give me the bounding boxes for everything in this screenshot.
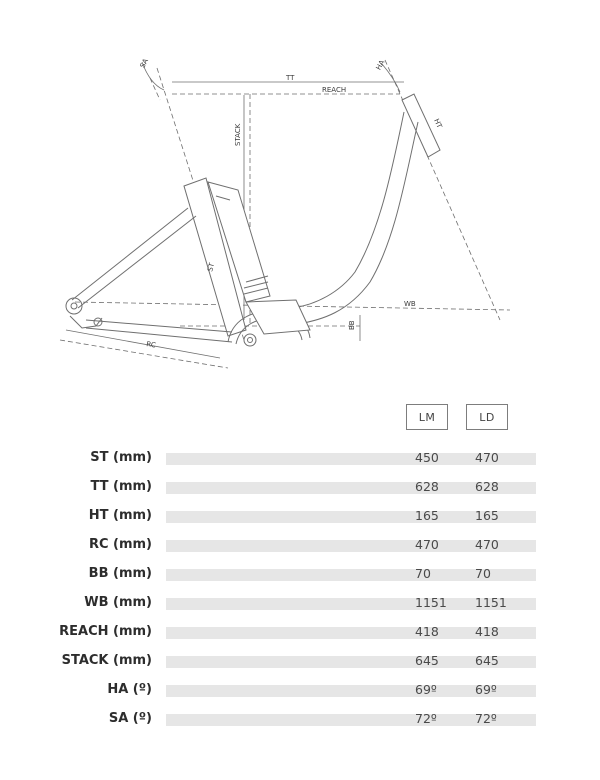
- row-label: ST (mm): [90, 450, 152, 465]
- size-header-ld: LD: [466, 404, 508, 430]
- row-label: RC (mm): [88, 537, 152, 552]
- row-label: TT (mm): [90, 479, 152, 494]
- value-lm: 645: [415, 653, 439, 668]
- table-row: [0, 534, 600, 556]
- value-ld: 70: [475, 566, 491, 581]
- label-wb: WB: [404, 300, 416, 308]
- row-label: SA (º): [108, 711, 152, 726]
- seat-stay: [72, 208, 196, 308]
- label-rc: RC: [145, 340, 157, 350]
- table-row: [0, 476, 600, 498]
- row-label: REACH (mm): [59, 624, 152, 639]
- value-lm: 628: [415, 479, 439, 494]
- label-stack: STACK: [234, 123, 242, 146]
- value-ld: 470: [475, 537, 499, 552]
- value-lm: 470: [415, 537, 439, 552]
- value-ld: 628: [475, 479, 499, 494]
- value-lm: 165: [415, 508, 439, 523]
- value-ld: 645: [475, 653, 499, 668]
- value-ld: 418: [475, 624, 499, 639]
- value-lm: 1151: [415, 595, 447, 610]
- row-label: WB (mm): [84, 595, 152, 610]
- table-row: [0, 650, 600, 672]
- value-ld: 72º: [475, 711, 497, 726]
- table-row: [0, 679, 600, 701]
- row-label: HA (º): [107, 682, 152, 697]
- table-row: [0, 447, 600, 469]
- table-row: [0, 563, 600, 585]
- table-row: [0, 621, 600, 643]
- value-lm: 70: [415, 566, 431, 581]
- label-reach: REACH: [322, 86, 347, 94]
- value-lm: 418: [415, 624, 439, 639]
- label-ht: HT: [432, 117, 444, 130]
- row-label: BB (mm): [88, 566, 152, 581]
- table-row: [0, 592, 600, 614]
- table-row: [0, 505, 600, 527]
- size-header-lm: LM: [406, 404, 448, 430]
- label-tt: TT: [286, 74, 295, 82]
- value-lm: 450: [415, 450, 439, 465]
- value-lm: 69º: [415, 682, 437, 697]
- label-ha: HA: [374, 58, 387, 72]
- label-bb: BB: [348, 320, 356, 330]
- value-lm: 72º: [415, 711, 437, 726]
- value-ld: 470: [475, 450, 499, 465]
- value-ld: 165: [475, 508, 499, 523]
- row-label: STACK (mm): [61, 653, 152, 668]
- value-ld: 69º: [475, 682, 497, 697]
- label-sa: SA: [138, 57, 151, 70]
- chain-stay: [86, 320, 232, 342]
- value-ld: 1151: [475, 595, 507, 610]
- table-row: [0, 708, 600, 730]
- row-label: HT (mm): [88, 508, 152, 523]
- label-st: ST: [206, 262, 217, 273]
